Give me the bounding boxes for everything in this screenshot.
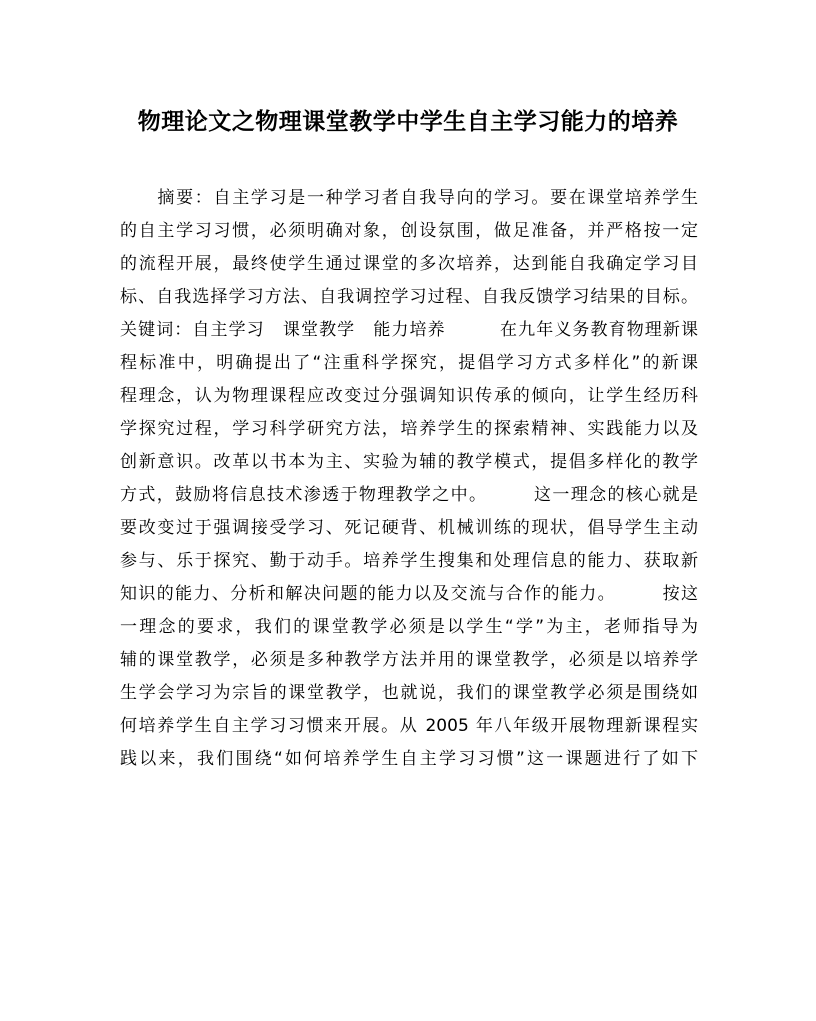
body-line: 参与、乐于探究、勤于动手。培养学生搜集和处理信息的能力、获取新 xyxy=(120,551,698,571)
body-line: 的自主学习习惯，必须明确对象，创设氛围，做足准备，并严格按一定 xyxy=(120,221,698,241)
document-title: 物理论文之物理课堂教学中学生自主学习能力的培养 xyxy=(137,108,679,135)
document-body xyxy=(120,182,698,776)
body-line: 方式，鼓励将信息技术渗透于物理教学之中。 这一理念的核心就是 xyxy=(120,485,698,505)
body-line: 知识的能力、分析和解决问题的能力以及交流与合作的能力。 按这 xyxy=(120,584,698,604)
body-line: 程理念，认为物理课程应改变过分强调知识传承的倾向，让学生经历科 xyxy=(120,386,698,406)
body-line: 摘要：自主学习是一种学习者自我导向的学习。要在课堂培养学生 xyxy=(120,188,698,208)
body-line: 标、自我选择学习方法、自我调控学习过程、自我反馈学习结果的目标。 xyxy=(120,287,698,307)
body-line: 程标准中，明确提出了“注重科学探究，提倡学习方式多样化”的新课 xyxy=(120,353,698,373)
body-line: 的流程开展，最终使学生通过课堂的多次培养，达到能自我确定学习目 xyxy=(120,254,698,274)
body-line: 创新意识。改革以书本为主、实验为辅的教学模式，提倡多样化的教学 xyxy=(120,452,698,472)
body-line: 学探究过程，学习科学研究方法，培养学生的探索精神、实践能力以及 xyxy=(120,419,698,439)
body-line: 践以来，我们围绕“如何培养学生自主学习习惯”这一课题进行了如下 xyxy=(120,749,698,769)
body-line: 关键词：自主学习 课堂教学 能力培养 在九年义务教育物理新课 xyxy=(120,320,698,340)
body-line: 一理念的要求，我们的课堂教学必须是以学生“学”为主，老师指导为 xyxy=(120,617,698,637)
body-line: 辅的课堂教学，必须是多种教学方法并用的课堂教学，必须是以培养学 xyxy=(120,650,698,670)
body-line: 要改变过于强调接受学习、死记硬背、机械训练的现状，倡导学生主动 xyxy=(120,518,698,538)
body-line: 生学会学习为宗旨的课堂教学，也就说，我们的课堂教学必须是围绕如 xyxy=(120,683,698,703)
body-line: 何培养学生自主学习习惯来开展。从 2005 年八年级开展物理新课程实 xyxy=(120,716,698,736)
